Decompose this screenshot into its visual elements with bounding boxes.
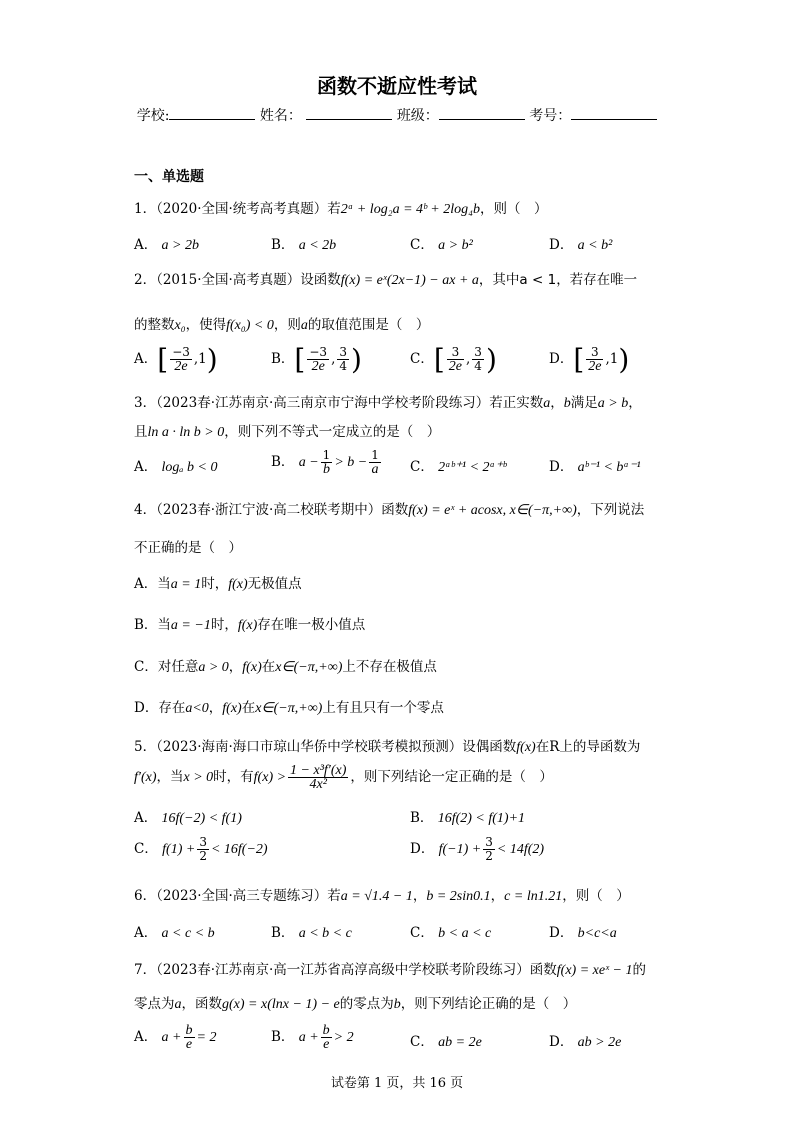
q1-option-d[interactable]: D． a < b² (549, 237, 613, 253)
name-label: 姓名： (259, 108, 302, 124)
page-footer: 试卷第 1 页，共 16 页 (330, 1076, 464, 1091)
class-blank[interactable] (439, 106, 525, 120)
q3-option-b[interactable]: B． a − $\frac{1}{b}$ > b − $\frac{1}{a}$ (271, 448, 379, 477)
q1-option-a[interactable]: A． a > 2b (134, 237, 199, 253)
question-7: 7．（2023春·江苏南京·高一江苏省高淳高级中学校联考阶段练习）函数f(x) = xeˣ − 1的 (134, 962, 646, 978)
exam-title: 函数不逝应性考试 (317, 74, 477, 98)
class-label: 班级： (396, 108, 439, 124)
question-4-line-2: 不正确的是（ ） (134, 540, 242, 556)
question-3: 3．（2023春·江苏南京·高三南京市宁海中学校考阶段练习）若正实数a，b满足a > b， (134, 395, 642, 411)
question-7-line-2: 零点为a，函数g(x) = x(lnx − 1) − e的零点为b，则下列结论正确的是（ ） (134, 996, 577, 1012)
question-3-line-2: 且ln a · ln b > 0，则下列不等式一定成立的是（ ） (134, 424, 441, 440)
q3-option-d[interactable]: D． aᵇ⁻¹ < bᵃ⁻¹ (549, 459, 641, 475)
question-5: 5．（2023·海南·海口市琼山华侨中学校联考模拟预测）设偶函数f(x)在R上的导函数为 (134, 739, 641, 755)
q2-option-c[interactable]: C．[ $\frac{3}{2e}$ , $\frac{3}{4}$ ) (410, 343, 497, 376)
q7-option-a[interactable]: A． a + $\frac{b}{e}$ = 2 (134, 1023, 217, 1052)
name-blank[interactable] (306, 106, 392, 120)
q4-option-d[interactable]: D．存在a<0，f(x)在x∈(−π,+∞)上有且只有一个零点 (134, 700, 444, 716)
q5-option-d[interactable]: D． f(−1) + $\frac{3}{2}$ < 14f(2) (410, 835, 545, 863)
q5-option-a[interactable]: A． 16f(−2) < f(1) (134, 810, 242, 826)
question-1: 1．（2020·全国·统考高考真题）若2ᵃ + log₂a = 4ᵇ + 2log₄b，则（ ） (134, 201, 548, 217)
q4-option-b[interactable]: B．当a = −1时，f(x)存在唯一极小值点 (134, 617, 366, 633)
q6-option-b[interactable]: B． a < b < c (271, 925, 352, 941)
q4-option-a[interactable]: A．当a = 1时，f(x)无极值点 (134, 576, 302, 592)
number-blank[interactable] (571, 106, 657, 120)
q1-option-c[interactable]: C． a > b² (410, 237, 473, 253)
q7-option-c[interactable]: C． ab = 2e (410, 1034, 482, 1050)
q3-option-a[interactable]: A． logₐ b < 0 (134, 459, 218, 475)
q1-option-b[interactable]: B． a < 2b (271, 237, 337, 253)
student-info-row (0, 105, 794, 125)
q6-option-d[interactable]: D． b<c<a (549, 925, 617, 941)
question-2-line-2: 的整数x₀，使得f(x₀) < 0，则a的取值范围是（ ） (134, 317, 430, 333)
question-5-line-2: f′(x)，当x > 0时，有f(x) > $\frac{\text{1 − x³f′(x)}}{\text{4x²}}$ ，则下列结论一定正确的是（ ） (134, 763, 553, 792)
q3-option-c[interactable]: C． 2ᵃᵇ⁺¹ < 2ᵃ⁺ᵇ (410, 459, 507, 475)
q2-option-d[interactable]: D．[ $\frac{3}{2e}$ ,1) (549, 343, 630, 376)
q2-option-b[interactable]: B．[ $\frac{-3}{2e}$ , $\frac{3}{4}$ ) (271, 343, 362, 376)
number-label: 考号： (529, 108, 572, 124)
question-4: 4．（2023春·浙江宁波·高二校联考期中）函数f(x) = eˣ + acosx, x∈(−π,+∞)，下列说法 (134, 502, 645, 518)
q5-option-c[interactable]: C． f(1) + $\frac{3}{2}$ < 16f(−2) (134, 835, 268, 863)
q6-option-c[interactable]: C． b < a < c (410, 925, 492, 941)
question-2: 2．（2015·全国·高考真题）设函数f(x) = eˣ(2x−1) − ax + a，其中a < 1，若存在唯一 (134, 272, 638, 288)
q7-option-b[interactable]: B． a + $\frac{b}{e}$ > 2 (271, 1023, 354, 1052)
school-label: 学校: (136, 108, 170, 124)
school-blank[interactable] (169, 106, 255, 120)
q4-option-c[interactable]: C．对任意a > 0，f(x)在x∈(−π,+∞)上不存在极值点 (134, 659, 437, 675)
question-6: 6．（2023·全国·高三专题练习）若a = √1.4 − 1，b = 2sin0.1，c = ln1.21，则（ ） (134, 888, 630, 904)
q6-option-a[interactable]: A． a < c < b (134, 925, 215, 941)
q7-option-d[interactable]: D． ab > 2e (549, 1034, 622, 1050)
section-heading: 一、单选题 (134, 169, 204, 185)
q5-option-b[interactable]: B． 16f(2) < f(1)+1 (410, 810, 526, 826)
q2-option-a[interactable]: A．[ $\frac{-3}{2e}$ ,1) (134, 343, 218, 376)
